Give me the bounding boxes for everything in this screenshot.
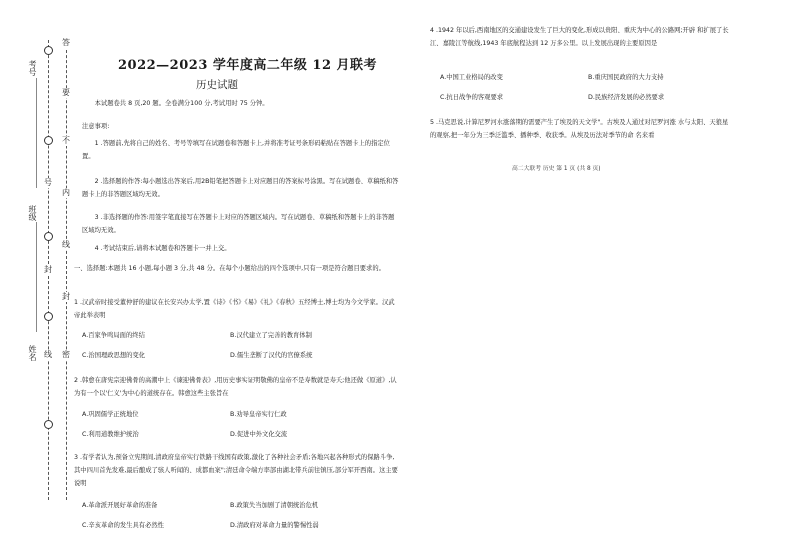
q2-option-a[interactable]: A.巩固儒学正统地位 (82, 411, 139, 418)
name-label: 姓名 (28, 345, 37, 361)
page-footer: 高二大联考 历史 第 1 页 (共 8 页) (512, 166, 601, 172)
q3-option-c[interactable]: C.辛亥革命的发生具有必然性 (82, 522, 164, 529)
binding-char: 线 (44, 350, 52, 359)
binding-char: 不 (62, 136, 70, 145)
q2-option-c[interactable]: C.利用道教维护统治 (82, 431, 139, 438)
note-item-3: 3 .非选择题的作答:用签字笔直接写在答题卡上对应的答题区域内。写在试题卷、草稿纸和答题卡上的非答题区域均无效。 (82, 214, 395, 234)
exam-no-fill-line (36, 78, 37, 188)
page-subtitle: 历史试题 (196, 79, 238, 91)
q1-option-d[interactable]: D.儒生垄断了汉代的官僚系统 (230, 352, 313, 359)
q3-option-a[interactable]: A.革命派开展好革命的准备 (82, 502, 158, 509)
class-fill-line (36, 222, 37, 332)
section-heading: 一、选择题:本题共 16 小题,每小题 3 分,共 48 分。在每个小题给出的四个选项中,只有一项是符合题目要求的。 (74, 265, 385, 272)
binding-circle (44, 46, 53, 55)
binding-char: 答 (62, 38, 70, 47)
binding-circle (44, 232, 53, 241)
binding-char: 线 (62, 240, 70, 249)
note-item-1: 1 .答题前,先将自己的姓名、考号等填写在试题卷和答题卡上,并将准考证号条形码粘贴在答题卡上的指定位置。 (82, 140, 390, 160)
q3-option-b[interactable]: B.政策失当加剧了清朝统治危机 (230, 502, 319, 509)
q4-option-b[interactable]: B.重庆国民政府的大力支持 (588, 74, 664, 81)
q2-option-d[interactable]: D.促进中外文化交流 (230, 431, 288, 438)
q2-option-b[interactable]: B.劝导皇帝实行仁政 (230, 411, 287, 418)
binding-circle (44, 312, 53, 321)
note-item-4: 4 .考试结束后,请将本试题卷和答题卡一并上交。 (94, 245, 231, 252)
binding-char: 要 (62, 88, 70, 97)
notes-heading: 注意事项: (82, 123, 110, 130)
question-3-stem: 3 .有学者认为,预备立宪期间,清政府皇帝实行铁路干线国有政策,激化了各种社会矛盾;各地兴起各种形式的保路斗争,其中四川首先发难,最后酿成了骇人听闻的、成都血案";清廷命令端方率部由湖北带兵前往镇压,部分军开西南。这主要说明 (74, 454, 398, 487)
binding-circle (44, 136, 53, 145)
binding-char: 号 (44, 178, 52, 187)
binding-char: 封 (44, 265, 52, 274)
exam-intro: 本试题卷共 8 页,20 题。全卷满分100 分,考试用时 75 分钟。 (94, 100, 269, 107)
question-2-stem: 2 .韩愈在唐宪宗迎佛骨的高潮中上《谏迎佛骨表》,用历史事实证明敬佛的皇帝不是寿数就是寿夭;他还做《原道》,认为有一个以'仁义'为中心的道统存在。韩愈这些主张旨在 (74, 377, 397, 397)
q1-option-c[interactable]: C.治国理政思想的变化 (82, 352, 146, 359)
q4-option-c[interactable]: C.抗日战争的客观要求 (440, 94, 504, 101)
q1-option-b[interactable]: B.汉代建立了完善的教育体制 (230, 332, 312, 339)
note-item-2: 2 .选择题的作答:每小题选出答案后,用2B铅笔把答题卡上对应题目的答案标号涂黑。写在试题卷、草稿纸和答题卡上的非答题区域均无效。 (82, 178, 399, 198)
q4-option-d[interactable]: D.民族经济发展的必然要求 (588, 94, 665, 101)
q3-option-d[interactable]: D.清政府对革命力量的警惕性弱 (230, 522, 319, 529)
binding-circle (44, 420, 53, 429)
question-5-stem: 5 .马克思说,计算尼罗河水涨落期的需要产生了埃及的天文学"。古埃及人通过对尼罗河涨 水与太阳、天狼星的观察,把一年分为三季泛滥季、播种季、收获季。从埃及历法对季节的命 名来看 (430, 119, 729, 139)
exam-no-label: 考号 (28, 60, 37, 76)
page-title: 2022—2023 学年度高二年级 12 月联考 (118, 58, 378, 73)
binding-char: 密 (62, 350, 70, 359)
binding-char: 封 (62, 292, 70, 301)
question-1-stem: 1 .汉武帝时接受董仲舒的建议在长安兴办太学,置《诗》《书》《易》《礼》《春秋》五经博士,博士均为今文学家。汉武帝此举表明 (74, 299, 395, 319)
q1-option-a[interactable]: A.百家争鸣局面的终结 (82, 332, 145, 339)
binding-char: 内 (62, 188, 70, 197)
binding-line-inner (66, 40, 67, 500)
class-label: 班级 (28, 205, 37, 221)
question-4-stem: 4 .1942 年以后,西南地区的交通建设发生了巨大的变化,形成以贵阳、重庆为中心的公路网;开辟 和扩展了长江、嘉陵江等航线,1943 年底航程达到 12 万多公里。以上发展出现的主要原因是 (430, 27, 729, 47)
q4-option-a[interactable]: A.中国工业格局的改变 (440, 74, 503, 81)
